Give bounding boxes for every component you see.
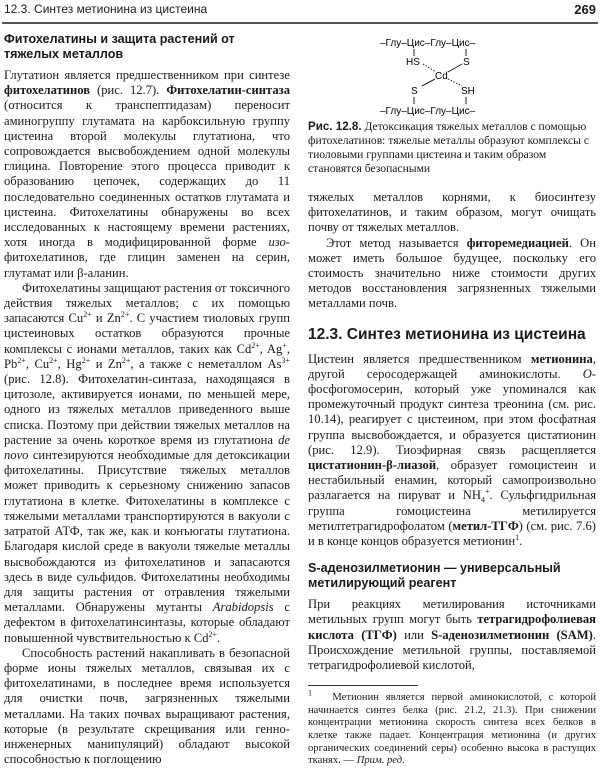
paragraph-cysteine: Цистеин является предшественником метионина, другой серосодержащей аминокислоты. О-фосфогомосерин, который уже упоминался как промежуточный продукт синтеза треонина (см. рис. 10.14), реагирует с цистеином, при этом фосфатная группа высвобождается, и образуется цистатионин (рис. 12.9). Тиоэфирная связь расщепляется цистатионин-β-лиазой, образует гомоцистеин и нестабильный енамин, который самопроизвольно разлагается на пируват и $NH_4^+$. Сульфгидрильная группа гомоцистеина метилируется метилтетрагидрофолатом (метил-ТГФ) (см. рис. 7.6) и в конце концов образуется метионин$^1$. [308, 351, 596, 549]
chain-bottom: –Глу–Цис–Глу–Цис– [380, 106, 476, 117]
right-column [308, 32, 596, 768]
page-number: 269 [574, 2, 596, 17]
paragraph-glutathione: Глутатион является предшественником при синтезе фитохелатинов (рис. 12.7). Фитохелатин-синтаза (относится к транспептидазам) переносит аминогруппу глутамата на карбоксильную группу цистеина второй молекулы глутатиона, что сопровождается высвобождением одной молекулы глицина. Повторение этого процесса приводит к образованию цепочек, содержащих до 11 последовательно соединенных остатков глутамата и цистеина. Фитохелатины обнаружены во всех исследованных к настоящему времени растениях, хотя иногда в модифицированной форме изо-фитохелатинов, где глицин заменен на серин, глутамат или β-аланин. [4, 68, 290, 280]
paragraph-phytoremediation-intro: Способность растений накапливать в безопасной форме ионы тяжелых металлов, связывая их с фитохелатинами, в последнее время используется для очистки почв, загрязненных тяжелыми металлами. На таких почвах выращивают растения, которые (в результате скрещивания или генно-инженерных манипуляций) обладают высокой способностью к поглощению [4, 645, 290, 767]
hs-label: HS [406, 57, 420, 68]
cd-label: Cd [435, 71, 448, 82]
subheading-phytochelatins: Фитохелатины и защита растений от тяжелых металлов [4, 32, 235, 61]
paragraph-method: Этот метод называется фиторемедиацией. Он может иметь большое будущее, поскольку его стоимость значительно ниже стоимости других методов восстановления загрязненных тяжелыми металлами почв. [308, 235, 596, 311]
running-title: 12.3. Синтез метионина из цистеина [4, 2, 208, 16]
header-rule [2, 22, 598, 24]
paragraph-continuation: тяжелых металлов корнями, к биосинтезу фитохелатинов, и таким образом, могут очищать почву от тяжелых металлов. [308, 190, 596, 235]
sh-label: SH [461, 86, 475, 97]
footnote: $^1$ Метионин является первой аминокислотой, с которой начинается синтез белка (рис. 21.2, 21.3). При снижении концентрации метионина скорость синтеза всех белков в клетке также падает. Концентрация метионина (и других органических соединений серы) особенно высока в растущих тканях. — Прим. ред. [308, 688, 596, 767]
figure-caption: Рис. 12.8. Детоксикация тяжелых металлов с помощью фитохелатинов: тяжелые металлы образуют комплексы с тиоловыми группами цистеина и таким образом становятся безопасными [308, 120, 590, 175]
figure-12-8-diagram [308, 32, 596, 120]
paragraph-sam: При реакциях метилирования источниками метильных групп могут быть тетрагидрофолиевая кислота (ТГФ) или S-аденозилметионин (SAM). Происхождение метильной группы, поставляемой тетрагидрофолиевой кислотой, [308, 597, 597, 673]
left-column [4, 32, 290, 767]
s-bottom-label: S [411, 86, 418, 97]
running-head [4, 2, 596, 18]
cadmium-complex-diagram [378, 36, 528, 120]
subheading-sam: S-аденозилметионин — универсальный метилирующий реагент [308, 561, 561, 591]
chain-top: –Глу–Цис–Глу–Цис– [380, 38, 476, 49]
section-title: 12.3. Синтез метионина из цистеина [308, 325, 586, 343]
footnote-ref[interactable]: 1 [515, 532, 520, 542]
s-top-label: S [463, 57, 470, 68]
paragraph-metals: Фитохелатины защищают растения от токсичного действия тяжелых металлов; с их помощью запасаются $Cu^{2+}$ и $Zn^{2+}$. С участием тиоловых групп цистеиновых остатков образуются прочные комплексы с ионами металлов, таких как $Cd^{2+}$, Ag+, $Pb^{2+}$, $Cu^{2+}$, $Hg^{2+}$ и $Zn^{2+}$, а также с неметаллом $As^{3+}$ (рис. 12.8). Фитохелатин-синтаза, находящаяся в цитозоле, активируется ионами, по меньшей мере, одного из тяжелых металлов приведенного выше списка. Поэтому при действии тяжелых металлов на растение за очень короткое время из глутатиона de novo синтезируются необходимые для детоксикации фитохелатины. Присутствие тяжелых металлов может приводить к серьезному снижению запасов глутатиона в клетке. Фитохелатины в комплексе с тяжелыми металлами транспортируются в вакуоли с затратой АТФ, так же, как и конъюгаты глутатиона. Благодаря кислой среде в вакуоли тяжелые металлы высвобождаются из фитохелатинов и запасаются здесь в виде сульфидов. Фитохелатины необходимы для защиты растения от отравления тяжелыми металлами. Обнаружены мутанты Arabidopsis с дефектом в фитохелатинсинтазы, которые обладают повышенной чувствительностью к $Cd^{2+}$. [4, 280, 290, 645]
footnote-rule [308, 685, 418, 686]
